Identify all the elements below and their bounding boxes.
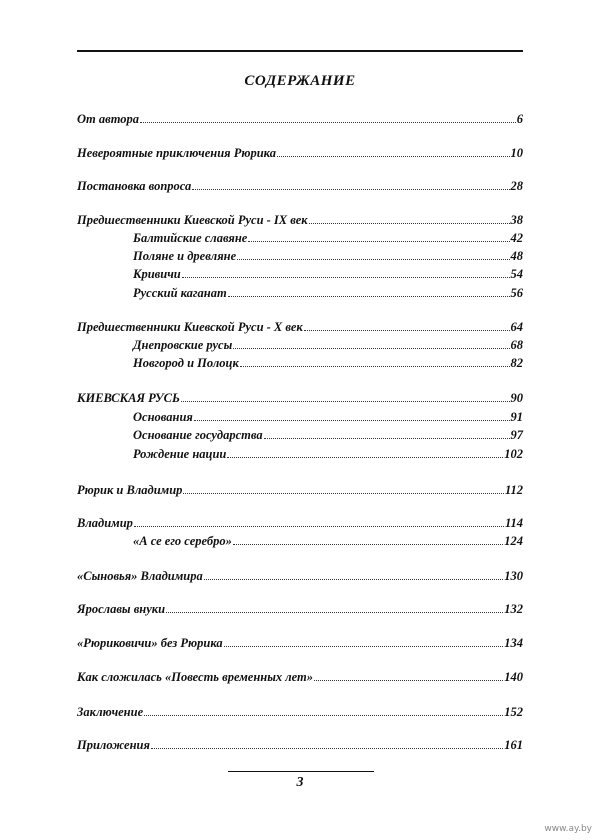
dot-leader	[144, 703, 503, 716]
toc-entry-page: 97	[510, 428, 523, 442]
dot-leader	[277, 144, 510, 157]
toc-entry	[77, 567, 523, 585]
toc-subentry	[133, 229, 523, 247]
dot-leader	[309, 211, 510, 224]
toc-entry-page: 152	[504, 705, 523, 719]
toc-entry-label: Новгород и Полоцк	[133, 356, 239, 370]
toc-entry-label: Основание государства	[133, 428, 263, 442]
toc-entry-page: 161	[504, 738, 523, 752]
toc-entry-label: Предшественники Киевской Руси - X век	[77, 320, 303, 334]
dot-leader	[224, 634, 504, 647]
toc-entry	[77, 514, 523, 532]
watermark: www.ay.by	[544, 824, 592, 834]
toc-entry	[77, 177, 523, 195]
dot-leader	[233, 532, 503, 545]
bottom-rule	[228, 771, 374, 772]
toc-subentry	[133, 247, 523, 265]
toc-subentry	[133, 532, 523, 550]
dot-leader	[192, 177, 509, 190]
dot-leader	[140, 110, 516, 123]
toc-entry-page: 124	[504, 534, 523, 548]
toc-entry-label: Постановка вопроса	[77, 179, 192, 193]
dot-leader	[181, 389, 510, 402]
toc-entry-page: 134	[504, 636, 523, 650]
dot-leader	[304, 318, 510, 331]
toc-entry-page: 56	[510, 286, 523, 300]
toc-entry	[77, 389, 523, 407]
toc-entry	[77, 736, 523, 754]
toc-entry-label: Поляне и древляне	[133, 249, 237, 263]
toc-entry	[77, 600, 523, 618]
toc-entry-page: 38	[510, 213, 523, 227]
toc-entry-label: Русский каганат	[133, 286, 227, 300]
toc-entry-label: Предшественники Киевской Руси - IX век	[77, 213, 308, 227]
dot-leader	[228, 284, 510, 297]
toc-subentry	[133, 445, 523, 463]
dot-leader	[264, 426, 510, 439]
dot-leader	[183, 481, 504, 494]
toc-subentry	[133, 354, 523, 372]
toc-entry-label: «Сыновья» Владимира	[77, 569, 203, 583]
dot-leader	[182, 265, 510, 278]
toc-entry-label: КИЕВСКАЯ РУСЬ	[77, 391, 180, 405]
dot-leader	[237, 247, 509, 260]
toc-entry-label: Основания	[133, 410, 193, 424]
toc-subentry	[133, 408, 523, 426]
toc-entry-page: 48	[510, 249, 523, 263]
toc-entry-label: От автора	[77, 112, 140, 126]
toc-subentry	[133, 426, 523, 444]
toc-entry-label: Балтийские славяне	[133, 231, 248, 245]
dot-leader	[204, 567, 504, 580]
toc-entry-label: Как сложилась «Повесть временных лет»	[77, 670, 314, 684]
toc-entry-label: Заключение	[77, 705, 144, 719]
toc-entry-label: Кривичи	[133, 267, 181, 281]
toc-entry	[77, 318, 523, 336]
toc-entry-page: 91	[510, 410, 523, 424]
toc-entry-label: «А се его серебро»	[133, 534, 232, 548]
toc-entry-page: 10	[510, 146, 523, 160]
page-title: СОДЕРЖАНИЕ	[244, 73, 356, 89]
toc-entry	[77, 110, 523, 128]
dot-leader	[227, 445, 503, 458]
toc-entry-page: 90	[510, 391, 523, 405]
table-of-contents	[77, 0, 523, 840]
toc-entry-label: Ярославы внуки	[77, 602, 166, 616]
dot-leader	[248, 229, 509, 242]
toc-entry-page: 64	[510, 320, 523, 334]
dot-leader	[151, 736, 503, 749]
toc-entry-label: «Рюриковичи» без Рюрика	[77, 636, 223, 650]
toc-entry	[77, 668, 523, 686]
toc-entry	[77, 211, 523, 229]
toc-subentry	[133, 284, 523, 302]
toc-entry	[77, 144, 523, 162]
toc-entry-page: 28	[510, 179, 523, 193]
toc-entry-page: 6	[516, 112, 523, 126]
toc-entry-page: 102	[504, 447, 523, 461]
toc-entry-page: 42	[510, 231, 523, 245]
toc-entry-page: 132	[504, 602, 523, 616]
toc-entry-page: 130	[504, 569, 523, 583]
dot-leader	[314, 668, 503, 681]
dot-leader	[240, 354, 510, 367]
toc-entry-page: 140	[504, 670, 523, 684]
toc-entry-page: 112	[504, 483, 523, 497]
toc-entry-label: Рождение нации	[133, 447, 227, 461]
dot-leader	[194, 408, 510, 421]
toc-subentry	[133, 265, 523, 283]
toc-entry-page: 114	[504, 516, 523, 530]
toc-entry-label: Рюрик и Владимир	[77, 483, 183, 497]
toc-entry-label: Днепровские русы	[133, 338, 233, 352]
toc-entry	[77, 703, 523, 721]
dot-leader	[233, 336, 509, 349]
toc-entry-label: Приложения	[77, 738, 150, 752]
toc-entry	[77, 481, 523, 499]
dot-leader	[134, 514, 504, 527]
toc-entry-page: 82	[510, 356, 523, 370]
toc-subentry	[133, 336, 523, 354]
toc-entry	[77, 634, 523, 652]
toc-entry-page: 68	[510, 338, 523, 352]
page-number: 3	[296, 775, 304, 790]
dot-leader	[166, 600, 503, 613]
toc-entry-label: Владимир	[77, 516, 133, 530]
toc-entry-label: Невероятные приключения Рюрика	[77, 146, 276, 160]
toc-entry-page: 54	[510, 267, 523, 281]
